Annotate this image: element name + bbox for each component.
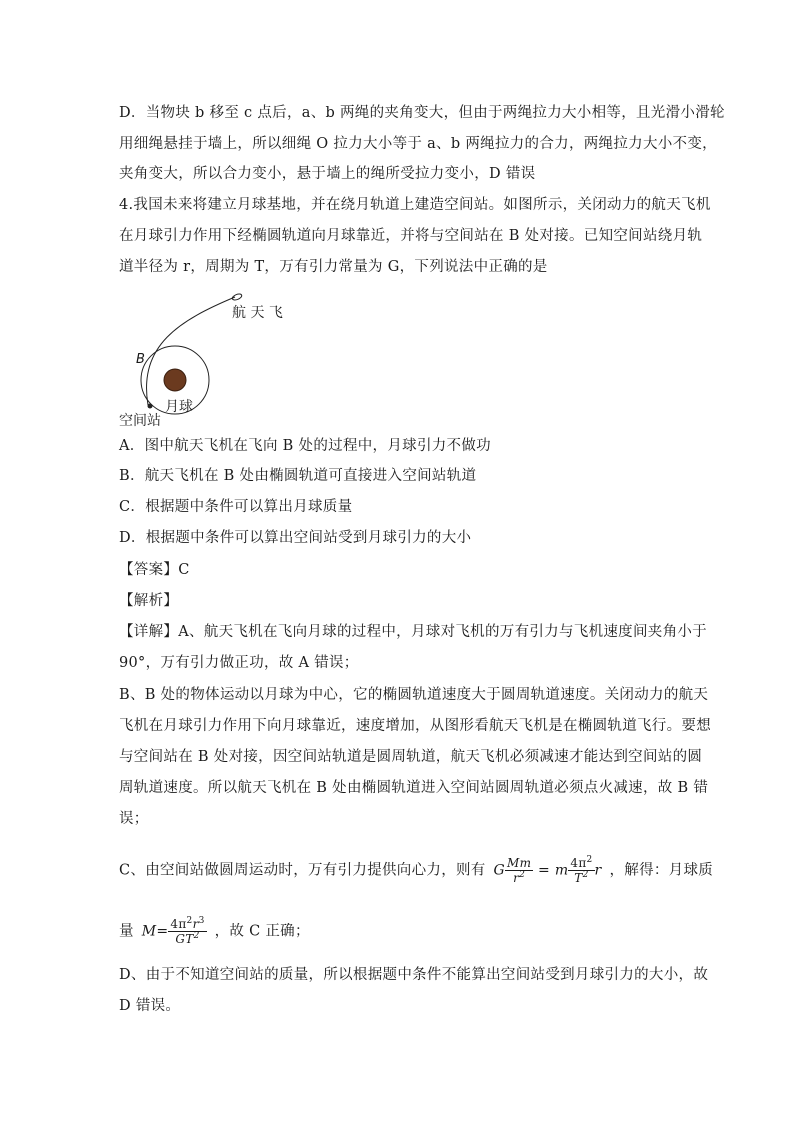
moon-label: 月球: [165, 399, 193, 415]
analysis-b-line1: B、B 处的物体运动以月球为中心，它的椭圆轨道速度大于圆周轨道速度。关闭动力的航天: [119, 687, 709, 703]
shuttle-label: 航 天 飞: [232, 305, 283, 321]
analysis-b-line5: 误；: [119, 811, 149, 827]
analysis-b-line4: 周轨道速度。所以航天飞机在 B 处由椭圆轨道进入空间站圆周轨道必须点火减速，故 B 错: [119, 780, 709, 796]
moon: [164, 369, 186, 391]
analysis-c-post: ，解得：月球质: [609, 862, 714, 879]
answer: 【答案】C: [119, 562, 190, 578]
analysis-c2-post: ，故 C 正确；: [214, 923, 310, 940]
station-label: 空间站: [119, 413, 161, 429]
detail-tag: 【详解】: [119, 624, 179, 640]
question-title: 4.我国未来将建立月球基地，并在绕月轨道上建造空间站。如图所示，关闭动力的航天飞机: [119, 197, 711, 213]
text-line: 夹角变大，所以合力变小，悬于墙上的绳所受拉力变小，D 错误: [119, 166, 536, 182]
option-b: B．航天飞机在 B 处由椭圆轨道可直接进入空间站轨道: [119, 468, 477, 484]
analysis-c-line2: [119, 917, 310, 946]
shuttle: [231, 293, 242, 301]
text-line: D．当物块 b 移至 c 点后，a、b 两绳的夹角变大，但由于两绳拉力大小相等，且光滑小滑轮: [119, 105, 725, 121]
analysis-b-line3: 与空间站在 B 处对接，因空间站轨道是圆周轨道，航天飞机必须减速才能达到空间站的圆: [119, 749, 703, 765]
analysis-heading: 【解析】: [119, 593, 179, 609]
space-station: [148, 404, 153, 409]
analysis-b-line2: 飞机在月球引力作用下向月球靠近，速度增加，从图形看航天飞机是在椭圆轨道飞行。要想: [119, 718, 711, 734]
analysis-d-line1: D、由于不知道空间站的质量，所以根据题中条件不能算出空间站受到月球引力的大小，故: [119, 967, 709, 983]
option-d: D．根据题中条件可以算出空间站受到月球引力的大小: [119, 530, 472, 546]
mass-formula: M= $\frac{4\pi^2r^3}{GT^2}$: [141, 916, 205, 946]
analysis-c-line1: [119, 856, 713, 885]
point-b-label: B: [136, 352, 145, 367]
analysis-a-line1: [119, 622, 707, 642]
option-c: C．根据题中条件可以算出月球质量: [119, 499, 353, 515]
text-line: 用细绳悬挂于墙上，所以细绳 O 拉力大小等于 a、b 两绳拉力的合力，两绳拉力大小不变，: [119, 136, 717, 152]
analysis-d-line2: D 错误。: [119, 998, 181, 1014]
elliptical-path: [147, 297, 235, 405]
analysis-c-pre: C、由空间站做圆周运动时，万有引力提供向心力，则有: [119, 862, 486, 879]
analysis-c2-pre: 量: [119, 923, 134, 940]
gravity-formula: G $\frac{Mm}{r^2}$ = m $\frac{4\pi^2}{T^2}$ r: [493, 855, 602, 885]
text-line: 在月球引力作用下经椭圆轨道向月球靠近，并将与空间站在 B 处对接。已知空间站绕月轨: [119, 228, 703, 244]
option-a: A．图中航天飞机在飞向 B 处的过程中，月球引力不做功: [119, 438, 491, 454]
analysis-a-text: A、航天飞机在飞向月球的过程中，月球对飞机的万有引力与飞机速度间夹角小于: [178, 624, 707, 640]
text-line: 道半径为 r，周期为 T，万有引力常量为 G，下列说法中正确的是: [119, 259, 548, 275]
analysis-a-line2: 90°，万有引力做正功，故 A 错误；: [119, 655, 359, 671]
